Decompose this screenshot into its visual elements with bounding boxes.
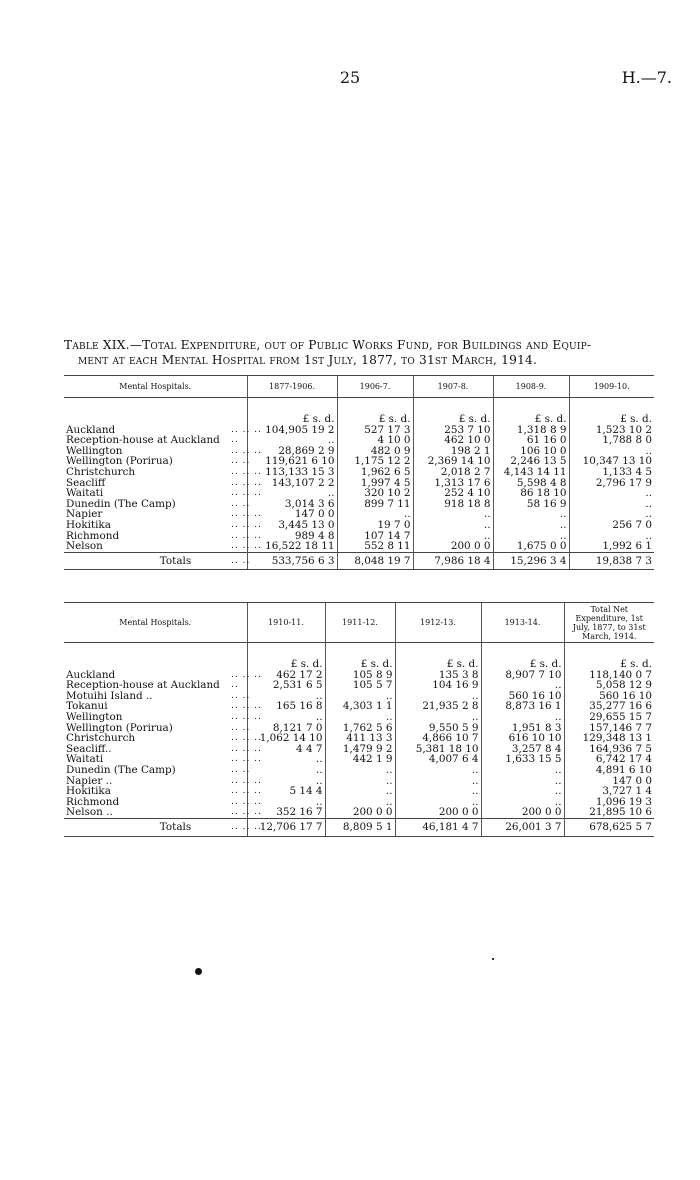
- amount-cell: ..: [247, 435, 337, 446]
- table-row: [64, 786, 654, 797]
- leader-dots: .. .. ..: [231, 775, 262, 786]
- currency-units: £ s. d.: [493, 398, 569, 425]
- leader-dots: .. ..: [231, 498, 251, 509]
- hospital-name: Auckland: [66, 423, 116, 436]
- hospital-name: Wellington: [66, 444, 123, 457]
- amount-cell: 4 10 0: [337, 435, 413, 446]
- amount-cell: 1,788 8 0: [569, 435, 654, 446]
- amount-cell: 157,146 7 7: [564, 723, 654, 734]
- leader-dots: .. ..: [231, 722, 251, 733]
- amount-cell: 4 4 7: [247, 744, 325, 755]
- column-header-period: 1911-12.: [325, 603, 395, 643]
- amount-cell: 1,951 8 3: [481, 723, 564, 734]
- amount-cell: ..: [481, 765, 564, 776]
- amount-cell: 527 17 3: [337, 425, 413, 436]
- leader-dots: .. .. ..: [231, 445, 262, 456]
- amount-cell: ..: [481, 797, 564, 808]
- amount-cell: 442 1 9: [325, 754, 395, 765]
- hospital-name: Nelson ..: [66, 806, 113, 819]
- hospital-name: Napier ..: [66, 774, 113, 787]
- amount-cell: 462 10 0: [413, 435, 493, 446]
- table-row: [64, 712, 654, 723]
- table-caption-part-2: ment at each Mental Hospital from 1st July, 1877, to 31st March, 1914.: [78, 353, 538, 367]
- amount-cell: 105 5 7: [325, 680, 395, 691]
- amount-cell: ..: [325, 691, 395, 702]
- amount-cell: ..: [247, 776, 325, 787]
- amount-cell: 989 4 8: [247, 531, 337, 542]
- amount-cell: ..: [493, 509, 569, 520]
- amount-cell: 2,531 6 5: [247, 680, 325, 691]
- hospital-name: Christchurch: [66, 732, 136, 745]
- amount-cell: ..: [247, 712, 325, 723]
- amount-cell: 4,007 6 4: [395, 754, 481, 765]
- amount-cell: ..: [481, 776, 564, 787]
- amount-cell: 411 13 3: [325, 733, 395, 744]
- leader-dots: .. .. ..: [229, 818, 247, 836]
- currency-units: £ s. d.: [337, 398, 413, 425]
- amount-cell: 143,107 2 2: [247, 478, 337, 489]
- amount-cell: ..: [395, 691, 481, 702]
- amount-cell: 200 0 0: [413, 541, 493, 552]
- amount-cell: 1,633 15 5: [481, 754, 564, 765]
- amount-cell: ..: [325, 776, 395, 787]
- amount-cell: 21,895 10 6: [564, 807, 654, 818]
- leader-dots: .. .. ..: [231, 477, 262, 488]
- leader-dots: .. .. ..: [231, 711, 262, 722]
- amount-cell: ..: [395, 797, 481, 808]
- amount-cell: ..: [413, 520, 493, 531]
- leader-dots: ..: [231, 435, 239, 446]
- hospital-name: Auckland: [66, 668, 116, 681]
- amount-cell: ..: [247, 488, 337, 499]
- amount-cell: 61 16 0: [493, 435, 569, 446]
- column-header-period: 1906-7.: [337, 376, 413, 398]
- amount-cell: 135 3 8: [395, 670, 481, 681]
- units-blank: [64, 398, 229, 425]
- hospital-name: Waitati: [66, 753, 104, 766]
- amount-cell: 1,062 14 10: [247, 733, 325, 744]
- amount-cell: 147 0 0: [564, 776, 654, 787]
- amount-cell: ..: [569, 531, 654, 542]
- amount-cell: ..: [325, 712, 395, 723]
- leader-dots: .. .. ..: [231, 509, 262, 520]
- hospital-name: Reception-house at Auckland: [66, 679, 220, 692]
- hospital-name: Wellington (Porirua): [66, 721, 173, 734]
- amount-cell: 2,796 17 9: [569, 478, 654, 489]
- table-row: [64, 765, 654, 776]
- amount-cell: 4,303 1 1: [325, 701, 395, 712]
- amount-cell: 560 16 10: [564, 691, 654, 702]
- amount-cell: ..: [569, 446, 654, 457]
- amount-cell: 482 0 9: [337, 446, 413, 457]
- total-amount: 26,001 3 7: [481, 818, 564, 836]
- amount-cell: 5 14 4: [247, 786, 325, 797]
- hospital-name: Hokitika: [66, 785, 111, 798]
- hospital-name: Christchurch: [66, 465, 136, 478]
- column-header-hospital: Mental Hospitals.: [64, 603, 247, 643]
- total-amount: 8,809 5 1: [325, 818, 395, 836]
- leader-dots: .. .. ..: [231, 786, 262, 797]
- amount-cell: 1,962 6 5: [337, 467, 413, 478]
- amount-cell: 253 7 10: [413, 425, 493, 436]
- document-reference: H.—7.: [621, 68, 672, 87]
- page-number: 25: [339, 68, 361, 87]
- amount-cell: 198 2 1: [413, 446, 493, 457]
- amount-cell: 4,143 14 11: [493, 467, 569, 478]
- table-row: [64, 776, 654, 787]
- leader-dots: .. .. ..: [231, 754, 262, 765]
- amount-cell: 1,675 0 0: [493, 541, 569, 552]
- column-header-period: 1913-14.: [481, 603, 564, 643]
- amount-cell: ..: [325, 797, 395, 808]
- leader-dots: .. ..: [231, 690, 251, 701]
- leader-dots: .. .. ..: [231, 669, 262, 680]
- total-amount: 678,625 5 7: [564, 818, 654, 836]
- amount-cell: 3,257 8 4: [481, 744, 564, 755]
- total-amount: 533,756 6 3: [247, 552, 337, 570]
- amount-cell: 256 7 0: [569, 520, 654, 531]
- units-blank: [64, 643, 229, 670]
- amount-cell: 19 7 0: [337, 520, 413, 531]
- amount-cell: 1,318 8 9: [493, 425, 569, 436]
- amount-cell: 8,121 7 0: [247, 723, 325, 734]
- hospital-name: Richmond: [66, 795, 120, 808]
- table-row: [64, 467, 654, 478]
- amount-cell: 5,381 18 10: [395, 744, 481, 755]
- amount-cell: 320 10 2: [337, 488, 413, 499]
- leader-dots: .. .. ..: [231, 466, 262, 477]
- hospital-name: Seacliff: [66, 476, 106, 489]
- amount-cell: 899 7 11: [337, 499, 413, 510]
- amount-cell: 104,905 19 2: [247, 425, 337, 436]
- table-row: [64, 541, 654, 552]
- currency-units: £ s. d.: [413, 398, 493, 425]
- amount-cell: 118,140 0 7: [564, 670, 654, 681]
- amount-cell: ..: [481, 680, 564, 691]
- amount-cell: 560 16 10: [481, 691, 564, 702]
- amount-cell: 4,866 10 7: [395, 733, 481, 744]
- total-amount: 46,181 4 7: [395, 818, 481, 836]
- amount-cell: 10,347 13 10: [569, 456, 654, 467]
- amount-cell: ..: [247, 691, 325, 702]
- amount-cell: ..: [481, 786, 564, 797]
- amount-cell: 16,522 18 11: [247, 541, 337, 552]
- amount-cell: ..: [247, 754, 325, 765]
- leader-dots: .. .. ..: [231, 541, 262, 552]
- amount-cell: 1,479 9 2: [325, 744, 395, 755]
- amount-cell: ..: [247, 765, 325, 776]
- column-header-period: 1910-11.: [247, 603, 325, 643]
- amount-cell: 2,246 13 5: [493, 456, 569, 467]
- amount-cell: 8,907 7 10: [481, 670, 564, 681]
- column-header-period: 1907-8.: [413, 376, 493, 398]
- units-blank: [229, 398, 247, 425]
- hospital-name: Wellington: [66, 710, 123, 723]
- leader-dots: .. .. ..: [231, 424, 262, 435]
- amount-cell: 164,936 7 5: [564, 744, 654, 755]
- table-label: Table XIX.: [64, 338, 130, 352]
- hospital-name: Reception-house at Auckland: [66, 434, 220, 447]
- leader-dots: .. .. ..: [231, 733, 262, 744]
- hospital-name: Hokitika: [66, 518, 111, 531]
- amount-cell: 35,277 16 6: [564, 701, 654, 712]
- hospital-name: Richmond: [66, 529, 120, 542]
- amount-cell: 165 16 8: [247, 701, 325, 712]
- amount-cell: 129,348 13 1: [564, 733, 654, 744]
- column-header-hospital: Mental Hospitals.: [64, 376, 247, 398]
- amount-cell: 1,762 5 6: [325, 723, 395, 734]
- leader-dots: ..: [231, 680, 239, 691]
- amount-cell: ..: [413, 531, 493, 542]
- totals-label: Totals: [64, 818, 229, 836]
- amount-cell: 1,096 19 3: [564, 797, 654, 808]
- amount-cell: ..: [395, 765, 481, 776]
- amount-cell: 105 8 9: [325, 670, 395, 681]
- amount-cell: ..: [395, 776, 481, 787]
- totals-label: Totals: [64, 552, 229, 570]
- amount-cell: 918 18 8: [413, 499, 493, 510]
- amount-cell: 352 16 7: [247, 807, 325, 818]
- amount-cell: 616 10 10: [481, 733, 564, 744]
- ink-dot: [195, 968, 202, 975]
- column-header-period: 1909-10.: [569, 376, 654, 398]
- amount-cell: 1,313 17 6: [413, 478, 493, 489]
- currency-units: £ s. d.: [569, 398, 654, 425]
- hospital-name: Dunedin (The Camp): [66, 763, 176, 776]
- total-amount: 7,986 18 4: [413, 552, 493, 570]
- amount-cell: 58 16 9: [493, 499, 569, 510]
- table-row: [64, 520, 654, 531]
- amount-cell: ..: [569, 499, 654, 510]
- amount-cell: 28,869 2 9: [247, 446, 337, 457]
- amount-cell: 462 17 2: [247, 670, 325, 681]
- column-header-period: Total Net Expenditure, 1st July, 1877, to 31st March, 1914.: [564, 603, 654, 643]
- amount-cell: 4,891 6 10: [564, 765, 654, 776]
- amount-cell: 119,621 6 10: [247, 456, 337, 467]
- amount-cell: 9,550 5 9: [395, 723, 481, 734]
- amount-cell: 21,935 2 8: [395, 701, 481, 712]
- amount-cell: 2,018 2 7: [413, 467, 493, 478]
- amount-cell: 1,992 6 1: [569, 541, 654, 552]
- units-row: [64, 398, 654, 425]
- table-caption-part-1: —Total Expenditure, out of Public Works Fund, for Buildings and Equip-: [129, 338, 592, 352]
- amount-cell: 6,742 17 4: [564, 754, 654, 765]
- units-blank: [229, 643, 247, 670]
- leader-dots: .. .. ..: [231, 488, 262, 499]
- amount-cell: ..: [569, 488, 654, 499]
- column-header-period: 1912-13.: [395, 603, 481, 643]
- units-row: [64, 643, 654, 670]
- amount-cell: 200 0 0: [481, 807, 564, 818]
- currency-units: £ s. d.: [247, 398, 337, 425]
- hospital-name: Tokanui: [66, 700, 108, 713]
- amount-cell: 2,369 14 10: [413, 456, 493, 467]
- hospital-name: Wellington (Porirua): [66, 455, 173, 468]
- table-title-line-1: [64, 338, 654, 353]
- total-amount: 15,296 3 4: [493, 552, 569, 570]
- leader-dots: .. .. ..: [231, 701, 262, 712]
- amount-cell: ..: [413, 509, 493, 520]
- hospital-name: Napier: [66, 508, 103, 521]
- leader-dots: .. ..: [231, 764, 251, 775]
- total-amount: 19,838 7 3: [569, 552, 654, 570]
- header-row: [64, 603, 654, 643]
- amount-cell: ..: [247, 797, 325, 808]
- amount-cell: 147 0 0: [247, 509, 337, 520]
- amount-cell: 1,133 4 5: [569, 467, 654, 478]
- leader-dots: .. ..: [231, 456, 251, 467]
- amount-cell: ..: [481, 712, 564, 723]
- amount-cell: ..: [325, 765, 395, 776]
- column-header-period: 1877-1906.: [247, 376, 337, 398]
- amount-cell: 3,727 1 4: [564, 786, 654, 797]
- leader-dots: .. ..: [229, 552, 247, 570]
- column-header-period: 1908-9.: [493, 376, 569, 398]
- amount-cell: 107 14 7: [337, 531, 413, 542]
- hospital-name: Nelson: [66, 540, 103, 553]
- currency-units: £ s. d.: [395, 643, 481, 670]
- amount-cell: 86 18 10: [493, 488, 569, 499]
- amount-cell: 3,014 3 6: [247, 499, 337, 510]
- total-amount: 8,048 19 7: [337, 552, 413, 570]
- totals-row: [64, 552, 654, 570]
- hospital-name: Seacliff..: [66, 742, 112, 755]
- hospital-name: Motuihi Island ..: [66, 689, 153, 702]
- total-amount: 12,706 17 7: [247, 818, 325, 836]
- amount-cell: 252 4 10: [413, 488, 493, 499]
- ink-speck: [492, 958, 494, 960]
- amount-cell: ..: [493, 531, 569, 542]
- amount-cell: 1,997 4 5: [337, 478, 413, 489]
- amount-cell: 29,655 15 7: [564, 712, 654, 723]
- amount-cell: ..: [325, 786, 395, 797]
- amount-cell: 5,598 4 8: [493, 478, 569, 489]
- leader-dots: .. .. ..: [231, 519, 262, 530]
- amount-cell: 200 0 0: [395, 807, 481, 818]
- table-row: [64, 701, 654, 712]
- amount-cell: 552 8 11: [337, 541, 413, 552]
- table-row: [64, 807, 654, 818]
- amount-cell: ..: [395, 712, 481, 723]
- amount-cell: 3,445 13 0: [247, 520, 337, 531]
- currency-units: £ s. d.: [481, 643, 564, 670]
- totals-row: [64, 818, 654, 836]
- leader-dots: .. .. ..: [231, 530, 262, 541]
- amount-cell: 5,058 12 9: [564, 680, 654, 691]
- amount-cell: ..: [395, 786, 481, 797]
- amount-cell: 8,873 16 1: [481, 701, 564, 712]
- hospital-name: Dunedin (The Camp): [66, 497, 176, 510]
- table-title: [64, 338, 654, 368]
- currency-units: £ s. d.: [325, 643, 395, 670]
- currency-units: £ s. d.: [247, 643, 325, 670]
- amount-cell: 1,523 10 2: [569, 425, 654, 436]
- expenditure-table-1910-1914: [64, 602, 654, 837]
- amount-cell: ..: [569, 509, 654, 520]
- amount-cell: 106 10 0: [493, 446, 569, 457]
- currency-units: £ s. d.: [564, 643, 654, 670]
- leader-dots: .. .. ..: [231, 796, 262, 807]
- hospital-name: Waitati: [66, 487, 104, 500]
- header-row: [64, 376, 654, 398]
- amount-cell: ..: [493, 520, 569, 531]
- leader-dots: .. .. ..: [231, 743, 262, 754]
- amount-cell: 104 16 9: [395, 680, 481, 691]
- leader-dots: .. .. ..: [231, 807, 262, 818]
- amount-cell: ..: [337, 509, 413, 520]
- amount-cell: 200 0 0: [325, 807, 395, 818]
- amount-cell: 1,175 12 2: [337, 456, 413, 467]
- amount-cell: 113,133 15 3: [247, 467, 337, 478]
- expenditure-table-1877-1910: [64, 375, 654, 570]
